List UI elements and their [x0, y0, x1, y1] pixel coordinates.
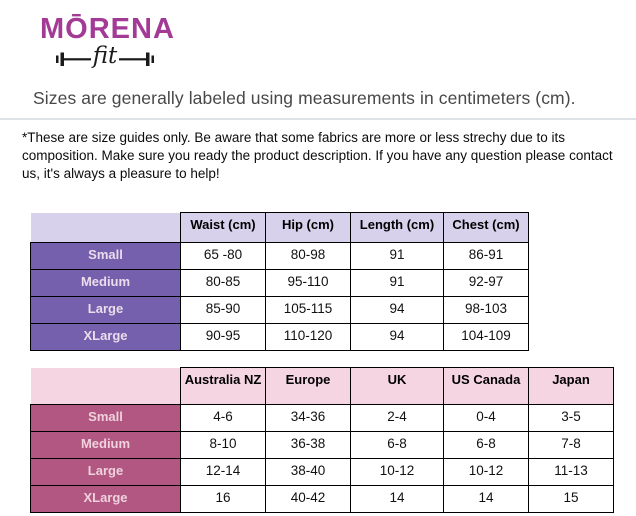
fit-text: fit — [92, 43, 118, 70]
page-title: Sizes are generally labeled using measurements in centimeters (cm). — [33, 88, 576, 109]
size-guide-note: *These are size guides only. Be aware that some fabrics are more or less strechy due to its composition. Make sure you ready the product description. If you have any question please contact us, it's always a pleasure to help! — [22, 130, 613, 182]
cell-hip-small: 80-98 — [266, 243, 351, 270]
column-header-hip: Hip (cm) — [266, 213, 351, 243]
cell-waist-xlarge: 90-95 — [181, 324, 266, 351]
row-label-medium: Medium — [31, 432, 181, 459]
table-row-medium — [31, 432, 614, 459]
cell-aunz-small: 4-6 — [181, 405, 266, 432]
cell-uscanada-medium: 6-8 — [444, 432, 529, 459]
cell-uk-large: 10-12 — [351, 459, 444, 486]
row-label-xlarge: XLarge — [31, 486, 181, 513]
cell-uscanada-large: 10-12 — [444, 459, 529, 486]
row-label-large: Large — [31, 459, 181, 486]
cell-japan-xlarge: 15 — [529, 486, 614, 513]
column-header-waist: Waist (cm) — [181, 213, 266, 243]
cell-uscanada-small: 0-4 — [444, 405, 529, 432]
table-row-small — [31, 405, 614, 432]
cell-hip-medium: 95-110 — [266, 270, 351, 297]
cell-length-large: 94 — [351, 297, 444, 324]
table-row-large — [31, 459, 614, 486]
cell-length-xlarge: 94 — [351, 324, 444, 351]
brand-name: MŌRENA — [40, 13, 175, 45]
cell-uk-small: 2-4 — [351, 405, 444, 432]
size-table-cm-header-row — [31, 213, 529, 243]
table-row-small — [31, 243, 529, 270]
cell-hip-large: 105-115 — [266, 297, 351, 324]
cell-chest-small: 86-91 — [444, 243, 529, 270]
cell-waist-large: 85-90 — [181, 297, 266, 324]
cell-europe-small: 34-36 — [266, 405, 351, 432]
size-table-cm — [30, 212, 529, 351]
table-row-xlarge — [31, 486, 614, 513]
cell-japan-large: 11-13 — [529, 459, 614, 486]
cell-uscanada-xlarge: 14 — [444, 486, 529, 513]
cell-length-small: 91 — [351, 243, 444, 270]
column-header-chest: Chest (cm) — [444, 213, 529, 243]
blank-corner-cell — [31, 368, 181, 405]
row-label-medium: Medium — [31, 270, 181, 297]
cell-length-medium: 91 — [351, 270, 444, 297]
barbell-right-icon — [119, 46, 155, 72]
row-label-small: Small — [31, 405, 181, 432]
column-header-australia-nz: Australia NZ — [181, 368, 266, 405]
barbell-left-icon — [55, 46, 91, 72]
cell-chest-xlarge: 104-109 — [444, 324, 529, 351]
row-label-large: Large — [31, 297, 181, 324]
column-header-us-canada: US Canada — [444, 368, 529, 405]
cell-uk-xlarge: 14 — [351, 486, 444, 513]
blank-corner-cell — [31, 213, 181, 243]
table-row-medium — [31, 270, 529, 297]
cell-europe-large: 38-40 — [266, 459, 351, 486]
size-table-international-header-row — [31, 368, 614, 405]
cell-aunz-medium: 8-10 — [181, 432, 266, 459]
column-header-europe: Europe — [266, 368, 351, 405]
cell-japan-medium: 7-8 — [529, 432, 614, 459]
column-header-length: Length (cm) — [351, 213, 444, 243]
cell-europe-xlarge: 40-42 — [266, 486, 351, 513]
cell-waist-medium: 80-85 — [181, 270, 266, 297]
cell-europe-medium: 36-38 — [266, 432, 351, 459]
row-label-xlarge: XLarge — [31, 324, 181, 351]
cell-uk-medium: 6-8 — [351, 432, 444, 459]
table-row-large — [31, 297, 529, 324]
cell-aunz-xlarge: 16 — [181, 486, 266, 513]
cell-chest-large: 98-103 — [444, 297, 529, 324]
row-label-small: Small — [31, 243, 181, 270]
column-header-uk: UK — [351, 368, 444, 405]
cell-hip-xlarge: 110-120 — [266, 324, 351, 351]
cell-japan-small: 3-5 — [529, 405, 614, 432]
cell-aunz-large: 12-14 — [181, 459, 266, 486]
cell-chest-medium: 92-97 — [444, 270, 529, 297]
table-row-xlarge — [31, 324, 529, 351]
column-header-japan: Japan — [529, 368, 614, 405]
cell-waist-small: 65 -80 — [181, 243, 266, 270]
size-table-international — [30, 367, 614, 513]
section-divider — [0, 118, 636, 120]
brand-fit-script — [40, 45, 170, 72]
brand-logo — [0, 0, 200, 72]
